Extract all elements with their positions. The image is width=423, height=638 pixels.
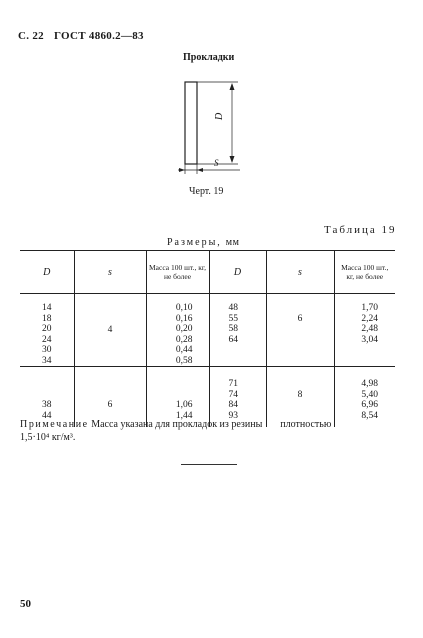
arrow-left-s (179, 168, 185, 172)
arrow-top-D (230, 83, 235, 90)
table-number: Таблица 19 (324, 224, 397, 236)
col-header-D-left: D (20, 251, 74, 294)
cell-s-right-group1: 6 (266, 294, 334, 367)
col-header-s-right: s (266, 251, 334, 294)
col-header-s-left: s (74, 251, 146, 294)
table-note (20, 418, 400, 444)
table-row (20, 294, 395, 367)
note-tail: плотностью (280, 419, 332, 430)
page-number: 50 (20, 598, 31, 610)
figure-caption: Черт. 19 (189, 186, 224, 197)
table-header-row (20, 251, 395, 294)
cell-D-group2: 38 44 (20, 367, 74, 428)
page-indicator: С. 22 (18, 30, 44, 42)
cell-D-group1: 14 18 20 24 30 34 (42, 303, 52, 366)
col-header-mass-left: Масса 100 шт., кг, не более (146, 251, 209, 294)
arrow-right-s (197, 168, 203, 172)
standard-number: ГОСТ 4860.2—83 (53, 30, 144, 42)
cell-mass-right-group2: 4,98 5,40 6,96 8,54 (334, 367, 395, 428)
cell-mass-group1: 0,10 0,16 0,20 0,28 0,44 0,58 (146, 294, 209, 367)
cell-s-group2: 6 (74, 367, 146, 428)
dim-label-s: S (214, 158, 219, 168)
page-header (18, 30, 144, 42)
gasket-outline (185, 82, 197, 164)
table-unit: мм (225, 237, 240, 248)
table-title-text: Размеры, (167, 237, 222, 248)
note-text: Масса указана для прокладок из резины (91, 419, 263, 430)
cell-D-right-group2: 71 74 84 93 (209, 367, 266, 428)
cell-mass-right-group1: 1,70 2,24 2,48 3,04 (334, 294, 395, 367)
note-density: 1,5·10⁴ кг/м³. (20, 432, 76, 443)
section-title: Прокладки (183, 52, 235, 63)
col-header-D-right: D (209, 251, 266, 294)
table-title (167, 237, 239, 248)
divider-rule (181, 464, 237, 465)
gasket-drawing (150, 72, 260, 182)
dimensions-table (20, 250, 395, 427)
col-header-mass-right: Масса 100 шт., кг, не более (334, 251, 395, 294)
note-label: Примечание (20, 419, 89, 430)
arrow-bottom-D (230, 156, 235, 163)
dim-label-D: D (214, 112, 225, 120)
cell-s-right-group2: 8 (266, 367, 334, 428)
cell-s-group1: 4 (74, 294, 146, 367)
cell-mass-group2: 1,06 1,44 (146, 367, 209, 428)
cell-D-right-group1: 48 55 58 64 (209, 294, 266, 367)
